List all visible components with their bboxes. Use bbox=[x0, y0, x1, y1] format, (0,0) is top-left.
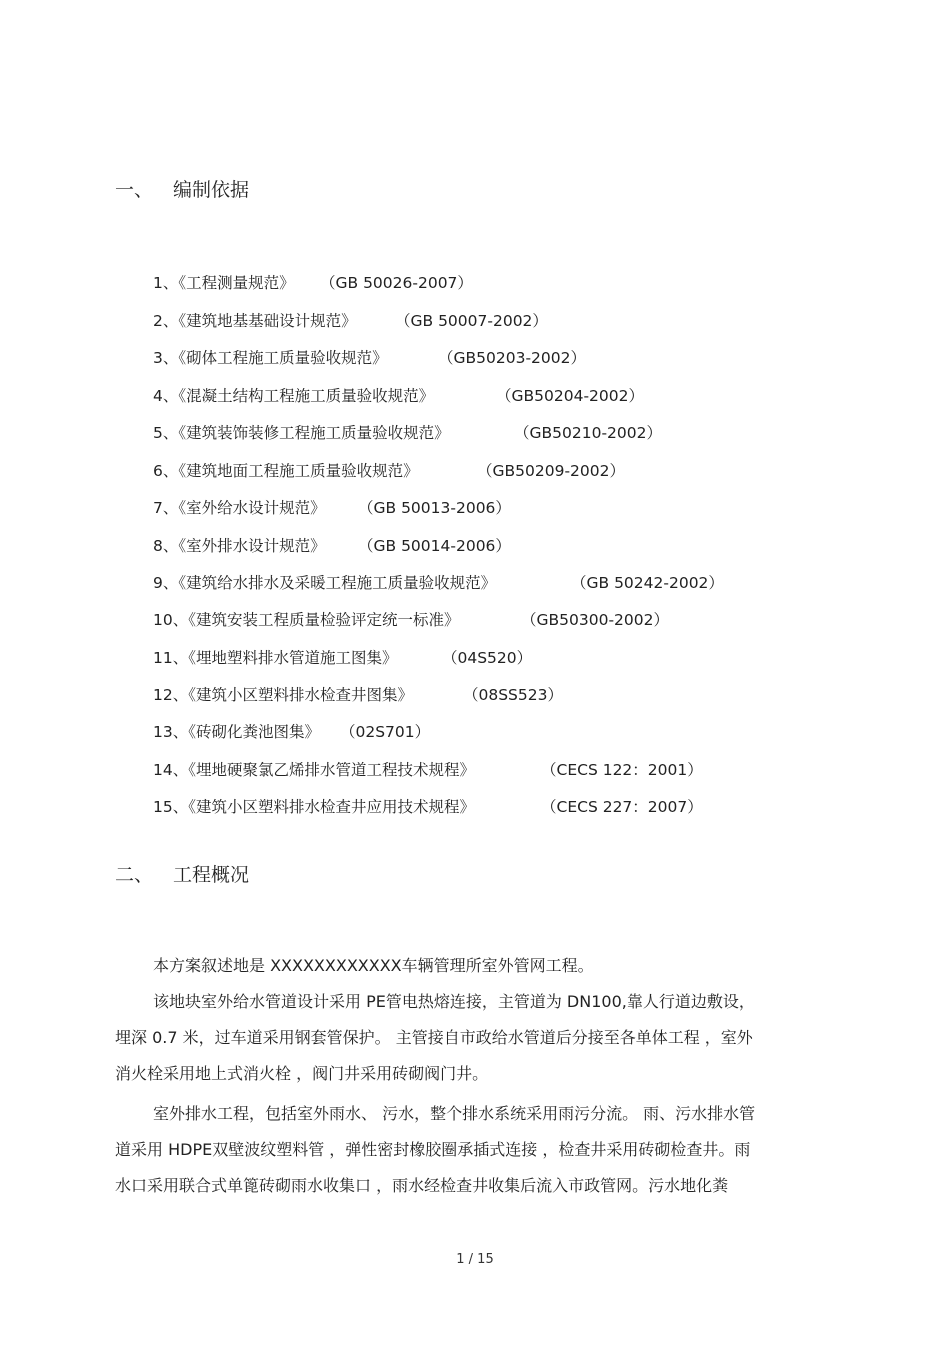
section-title: 编制依据 bbox=[173, 179, 250, 201]
paragraph-text: 室外排水工程，包括室外雨水、 污水，整个排水系统采用雨污分流。 雨、污水排水管 bbox=[153, 1104, 756, 1123]
reference-code: （04S520） bbox=[442, 649, 533, 667]
section-heading-1 bbox=[115, 175, 249, 202]
reference-title: 7、《室外给水设计规范》 bbox=[153, 499, 326, 517]
reference-code: （GB 50007-2002） bbox=[395, 312, 548, 330]
reference-title: 5、《建筑装饰装修工程施工质量验收规范》 bbox=[153, 424, 450, 442]
reference-title: 9、《建筑给水排水及采暖工程施工质量验收规范》 bbox=[153, 574, 497, 592]
paragraph-line: 水口采用联合式单篦砖砌雨水收集口 ，雨水经检查井收集后流入市政管网。污水地化粪 bbox=[115, 1176, 729, 1195]
section-title: 工程概况 bbox=[173, 864, 250, 886]
reference-code: （GB 50026-2007） bbox=[320, 274, 473, 292]
reference-title: 11、《埋地塑料排水管道施工图集》 bbox=[153, 649, 398, 667]
list-item bbox=[153, 720, 431, 742]
list-item bbox=[153, 346, 586, 368]
reference-code: （GB 50242-2002） bbox=[571, 574, 724, 592]
list-item bbox=[153, 795, 703, 817]
paragraph-text: 该地块室外给水管道设计采用 PE管电热熔连接，主管道为 DN100,靠人行道边敷设， bbox=[153, 992, 755, 1011]
reference-code: （GB50210-2002） bbox=[514, 424, 662, 442]
page-number: 1 / 15 bbox=[456, 1252, 494, 1267]
paragraph-line bbox=[115, 984, 837, 1020]
list-item bbox=[153, 646, 533, 668]
reference-title: 13、《砖砌化粪池图集》 bbox=[153, 723, 320, 741]
reference-code: （GB 50014-2006） bbox=[358, 537, 511, 555]
list-item bbox=[153, 421, 662, 443]
list-item bbox=[153, 384, 644, 406]
reference-title: 10、《建筑安装工程质量检验评定统一标准》 bbox=[153, 611, 460, 629]
list-item bbox=[153, 534, 511, 556]
list-item bbox=[153, 459, 625, 481]
list-item bbox=[153, 571, 724, 593]
list-item bbox=[153, 683, 563, 705]
reference-code: （CECS 122：2001） bbox=[541, 761, 703, 779]
section-number: 一、 bbox=[115, 179, 154, 201]
reference-code: （GB50204-2002） bbox=[496, 387, 644, 405]
paragraph-line: 埋深 0.7 米，过车道采用钢套管保护。 主管接自市政给水管道后分接至各单体工程 ，室外 bbox=[115, 1028, 753, 1047]
list-item bbox=[153, 271, 473, 293]
paragraph-line: 消火栓采用地上式消火栓 ，阀门井采用砖砌阀门井。 bbox=[115, 1064, 489, 1083]
reference-title: 14、《埋地硬聚氯乙烯排水管道工程技术规程》 bbox=[153, 761, 475, 779]
reference-code: （CECS 227：2007） bbox=[541, 798, 703, 816]
paragraph-line: 道采用 HDPE双壁波纹塑料管 ，弹性密封橡胶圈承插式连接 ，检查井采用砖砌检查井。雨 bbox=[115, 1140, 751, 1159]
reference-code: （08SS523） bbox=[463, 686, 563, 704]
reference-title: 8、《室外排水设计规范》 bbox=[153, 537, 326, 555]
overview-paragraph-1 bbox=[115, 948, 837, 984]
reference-code: （02S701） bbox=[340, 723, 431, 741]
overview-paragraph-3 bbox=[115, 1096, 837, 1204]
reference-title: 1、《工程测量规范》 bbox=[153, 274, 295, 292]
overview-paragraph-2 bbox=[115, 984, 837, 1092]
reference-title: 2、《建筑地基基础设计规范》 bbox=[153, 312, 357, 330]
reference-code: （GB50203-2002） bbox=[438, 349, 586, 367]
list-item bbox=[153, 758, 703, 780]
reference-title: 6、《建筑地面工程施工质量验收规范》 bbox=[153, 462, 419, 480]
reference-title: 12、《建筑小区塑料排水检查井图集》 bbox=[153, 686, 413, 704]
paragraph-text: 本方案叙述地是 XXXXXXXXXXXX车辆管理所室外管网工程。 bbox=[153, 956, 594, 975]
reference-title: 3、《砌体工程施工质量验收规范》 bbox=[153, 349, 388, 367]
section-heading-2 bbox=[115, 860, 249, 887]
paragraph-line bbox=[115, 948, 837, 984]
reference-title: 15、《建筑小区塑料排水检查井应用技术规程》 bbox=[153, 798, 475, 816]
reference-title: 4、《混凝土结构工程施工质量验收规范》 bbox=[153, 387, 435, 405]
reference-code: （GB50300-2002） bbox=[521, 611, 669, 629]
paragraph-line bbox=[115, 1096, 837, 1132]
list-item bbox=[153, 309, 548, 331]
list-item bbox=[153, 496, 511, 518]
section-number: 二、 bbox=[115, 864, 154, 886]
reference-code: （GB 50013-2006） bbox=[358, 499, 511, 517]
reference-code: （GB50209-2002） bbox=[477, 462, 625, 480]
list-item bbox=[153, 608, 669, 630]
